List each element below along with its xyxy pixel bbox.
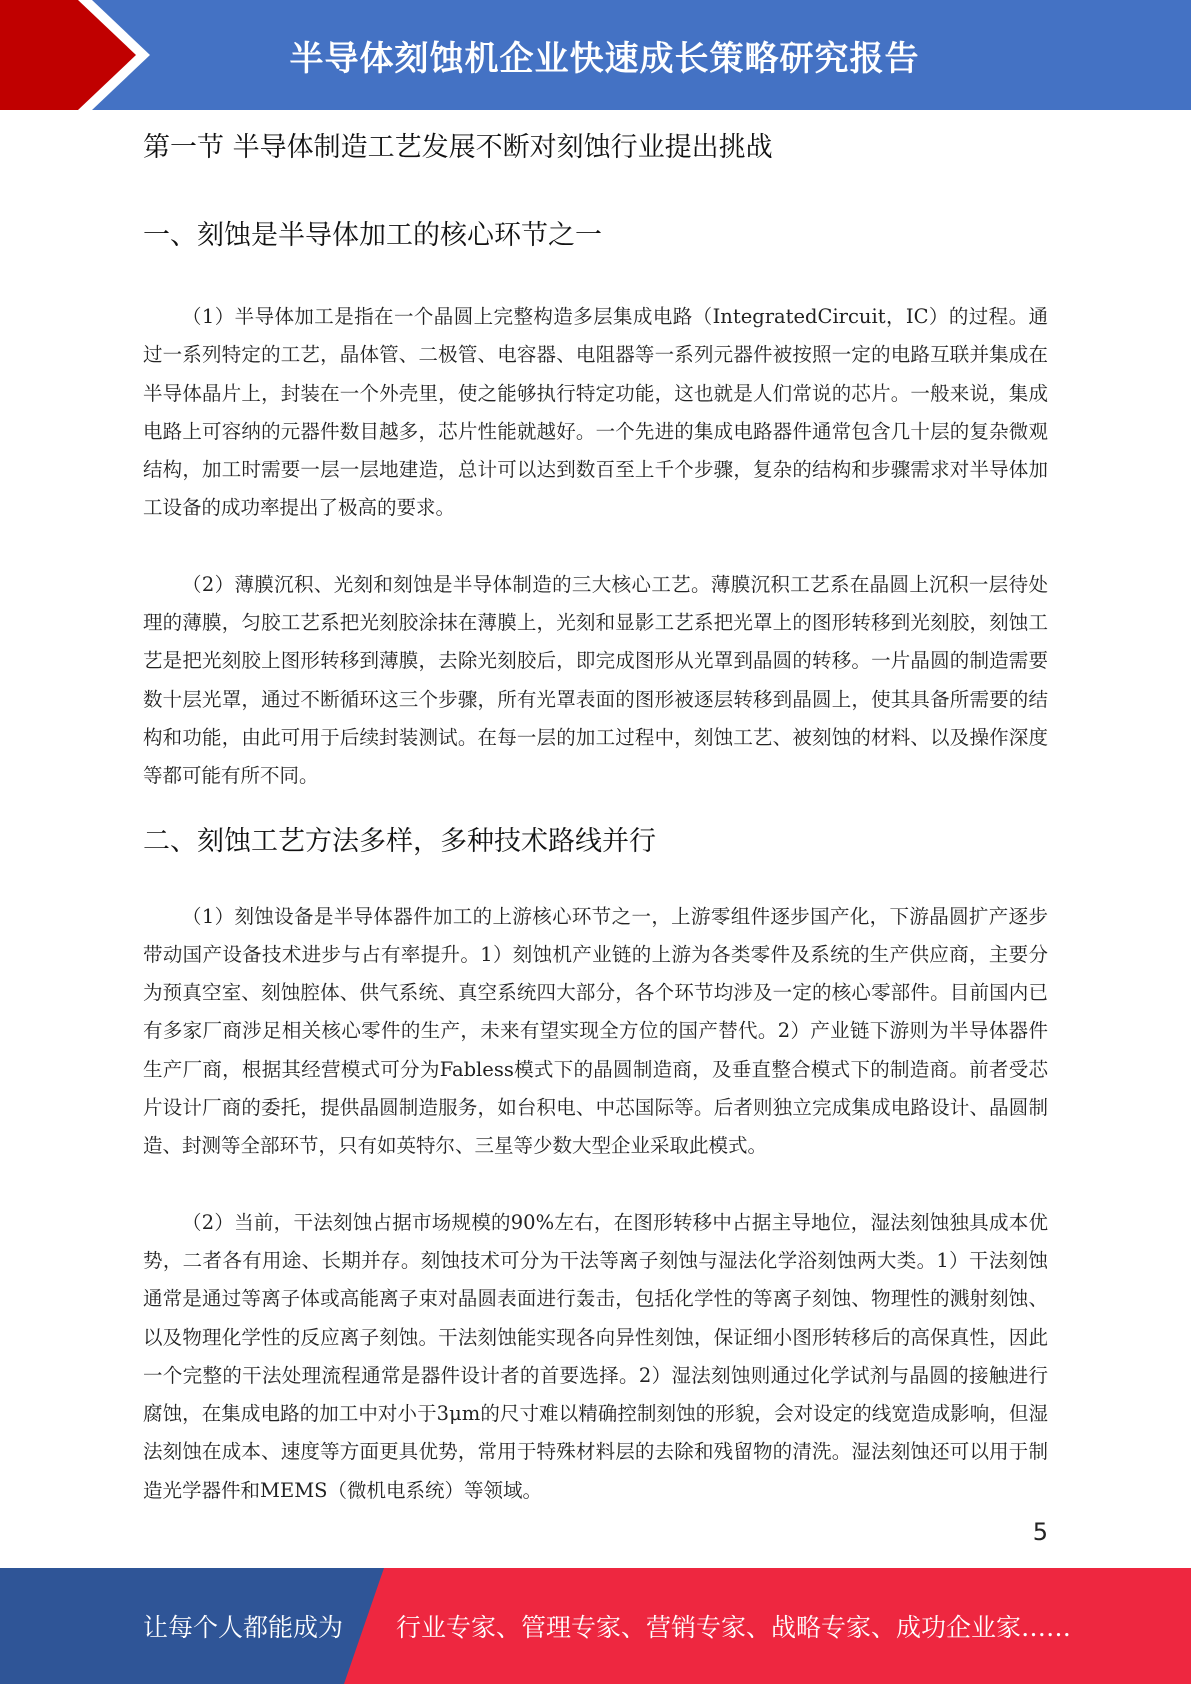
footer-slogan-right: 行业专家、管理专家、营销专家、战略专家、成功企业家…… [396,1613,1072,1642]
part2-paragraph-2: （2）当前，干法刻蚀占据市场规模的90%左右，在图形转移中占据主导地位，湿法刻蚀独具成本优势，二者各有用途、长期并存。刻蚀技术可分为干法等离子刻蚀与湿法化学浴刻蚀两大类。1）干法刻蚀通常是通过等离子体或高能离子束对晶圆表面进行轰击，包括化学性的等离子刻蚀、物理性的溅射刻蚀、以及物理化学性的反应离子刻蚀。干法刻蚀能实现各向异性刻蚀，保证细小图形转移后的高保真性，因此一个完整的干法处理流程通常是器件设计者的首要选择。2）湿法刻蚀则通过化学试剂与晶圆的接触进行腐蚀，在集成电路的加工中对小于3μm的尺寸难以精确控制刻蚀的形貌，会对设定的线宽造成影响，但湿法刻蚀在成本、速度等方面更具优势，常用于特殊材料层的去除和残留物的清洗。湿法刻蚀还可以用于制造光学器件和MEMS（微机电系统）等领域。 [143,1210,1048,1502]
page-footer [0,1568,1191,1684]
page-number: 5 [1032,1518,1048,1546]
part2-heading: 二、刻蚀工艺方法多样，多种技术路线并行 [143,825,656,857]
footer-slogan-left: 让每个人都能成为 [143,1613,344,1642]
part1-paragraph-2: （2）薄膜沉积、光刻和刻蚀是半导体制造的三大核心工艺。薄膜沉积工艺系在晶圆上沉积一层待处理的薄膜，匀胶工艺系把光刻胶涂抹在薄膜上，光刻和显影工艺系把光罩上的图形转移到光刻胶，刻蚀工艺是把光刻胶上图形转移到薄膜，去除光刻胶后，即完成图形从光罩到晶圆的转移。一片晶圆的制造需要数十层光罩，通过不断循环这三个步骤，所有光罩表面的图形被逐层转移到晶圆上，使其具备所需要的结构和功能，由此可用于后续封装测试。在每一层的加工过程中，刻蚀工艺、被刻蚀的材料、以及操作深度等都可能有所不同。 [143,572,1048,788]
report-title: 半导体刻蚀机企业快速成长策略研究报告 [289,38,920,79]
part1-heading: 一、刻蚀是半导体加工的核心环节之一 [143,220,602,251]
page-header [0,0,1191,110]
part1-paragraph-1: （1）半导体加工是指在一个晶圆上完整构造多层集成电路（IntegratedCircuit，IC）的过程。通过一系列特定的工艺，晶体管、二极管、电容器、电阻器等一系列元器件被按照一定的电路互联并集成在半导体晶片上，封装在一个外壳里，使之能够执行特定功能，这也就是人们常说的芯片。一般来说，集成电路上可容纳的元器件数目越多，芯片性能就越好。一个先进的集成电路器件通常包含几十层的复杂微观结构，加工时需要一层一层地建造，总计可以达到数百至上千个步骤，复杂的结构和步骤需求对半导体加工设备的成功率提出了极高的要求。 [143,305,1048,520]
section-title: 第一节 半导体制造工艺发展不断对刻蚀行业提出挑战 [143,132,773,163]
document-body [143,128,1048,1510]
part2-paragraph-1: （1）刻蚀设备是半导体器件加工的上游核心环节之一，上游零组件逐步国产化，下游晶圆扩产逐步带动国产设备技术进步与占有率提升。1）刻蚀机产业链的上游为各类零件及系统的生产供应商，主要分为预真空室、刻蚀腔体、供气系统、真空系统四大部分，各个环节均涉及一定的核心零部件。目前国内已有多家厂商涉足相关核心零件的生产，未来有望实现全方位的国产替代。2）产业链下游则为半导体器件生产厂商，根据其经营模式可分为Fabless模式下的晶圆制造商，及垂直整合模式下的制造商。前者受芯片设计厂商的委托，提供晶圆制造服务，如台积电、中芯国际等。后者则独立完成集成电路设计、晶圆制造、封测等全部环节，只有如英特尔、三星等少数大型企业采取此模式。 [143,904,1048,1158]
